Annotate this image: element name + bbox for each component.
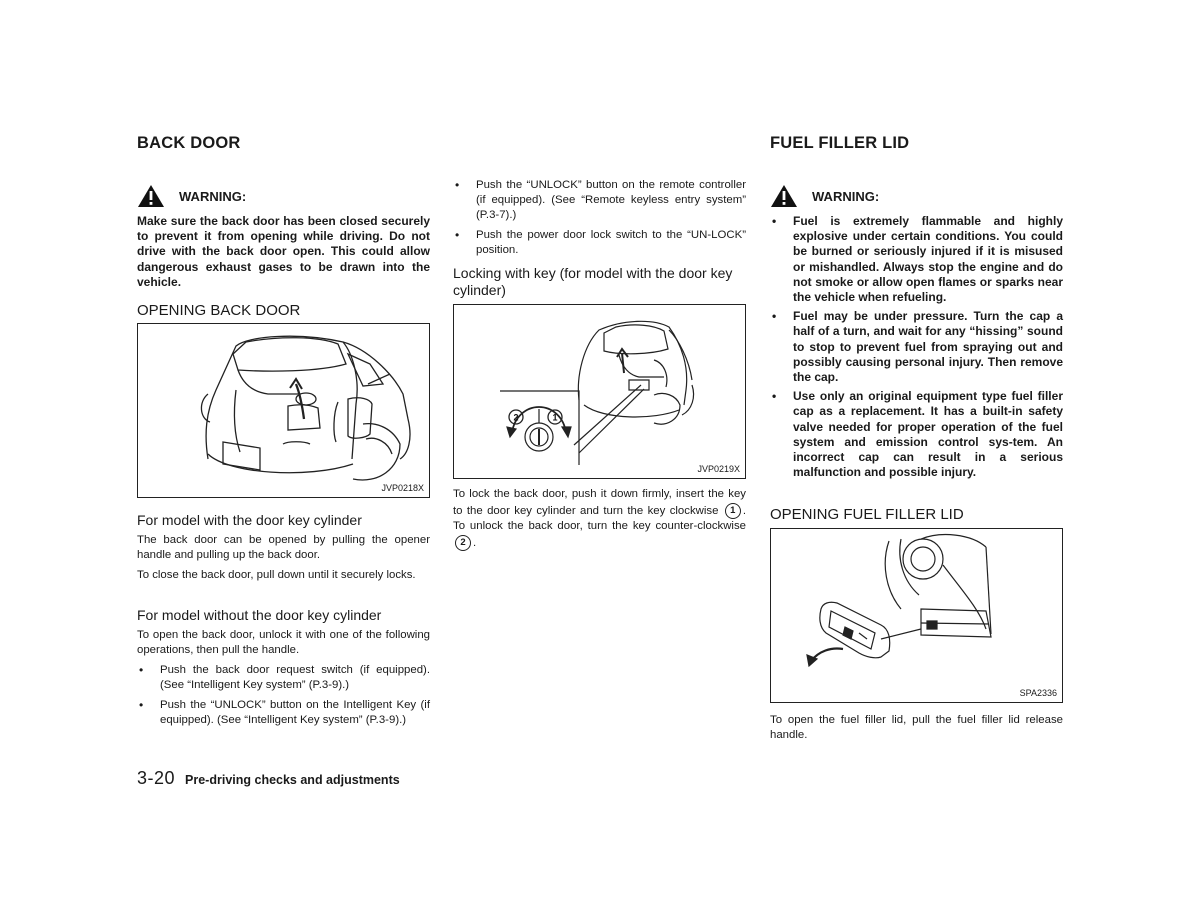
marker-2: 2 bbox=[455, 535, 471, 551]
section-title-fuel-filler-lid: FUEL FILLER LID bbox=[770, 134, 910, 152]
figure-key-cylinder bbox=[453, 304, 746, 479]
key-cylinder-illustration bbox=[454, 305, 745, 478]
svg-text:2: 2 bbox=[513, 412, 519, 423]
fuel-warning-list bbox=[770, 214, 1063, 480]
list-item: • Push the power door lock switch to the “UN-LOCK” position. bbox=[453, 228, 746, 258]
unlock-options-list-b bbox=[453, 178, 746, 263]
warning-box-back-door bbox=[137, 184, 430, 290]
page-footer bbox=[137, 768, 400, 789]
warning-box-fuel bbox=[770, 184, 1063, 484]
warning-triangle-icon bbox=[770, 184, 798, 208]
marker-1: 1 bbox=[725, 503, 741, 519]
without-cylinder-intro: To open the back door, unlock it with one of the following operations, then pull the handle. bbox=[137, 629, 430, 656]
warning-triangle-icon bbox=[137, 184, 165, 208]
list-item: • Use only an original equipment type fuel filler cap as a replacement. It has a built-in safety valve needed for proper operation of the fuel system and emission control sys-tem. An incorrect cap can result in a serious malfunction and possible injury. bbox=[770, 389, 1063, 480]
with-cylinder-heading: For model with the door key cylinder bbox=[137, 512, 362, 528]
lock-text-b: . To unlock the back door, turn the key counter-clockwise bbox=[453, 504, 746, 533]
svg-text:1: 1 bbox=[552, 412, 558, 423]
figure-code: JVP0218X bbox=[381, 483, 424, 493]
lock-text-a: To lock the back door, push it down firmly, insert the key to the door key cylinder and turn the key clockwise bbox=[453, 488, 746, 517]
unlock-options-list-a bbox=[137, 663, 430, 733]
figure-back-door-open bbox=[137, 323, 430, 498]
warning-text: Make sure the back door has been closed securely to prevent it from opening while driving. Do not drive with the back door open. This could allow dangerous exhaust gases to be drawn into the vehicle. bbox=[137, 214, 430, 289]
warning-heading bbox=[770, 184, 1063, 208]
opening-fuel-lid-heading: OPENING FUEL FILLER LID bbox=[770, 506, 964, 523]
list-item: • Push the back door request switch (if equipped). (See “Intelligent Key system” (P.3-9).) bbox=[137, 663, 430, 693]
fuel-release-illustration bbox=[771, 529, 1062, 702]
figure-fuel-lid-release bbox=[770, 528, 1063, 703]
figure-code: SPA2336 bbox=[1019, 688, 1057, 698]
with-cylinder-paragraph-1: The back door can be opened by pulling the opener handle and pulling up the back door. bbox=[137, 534, 430, 561]
chapter-title: Pre-driving checks and adjustments bbox=[185, 773, 400, 787]
list-item: • Fuel may be under pressure. Turn the cap a half of a turn, and wait for any “hissing” sound to stop to prevent fuel from spraying out and possibly causing personal injury. Then remove the cap. bbox=[770, 309, 1063, 385]
figure-code: JVP0219X bbox=[697, 464, 740, 474]
fuel-lid-instructions: To open the fuel filler lid, pull the fuel filler lid release handle. bbox=[770, 714, 1063, 741]
with-cylinder-paragraph-2: To close the back door, pull down until it securely locks. bbox=[137, 569, 416, 581]
section-title-back-door: BACK DOOR bbox=[137, 134, 241, 152]
car-rear-illustration bbox=[138, 324, 429, 497]
list-item: • Push the “UNLOCK” button on the remote controller (if equipped). (See “Remote keyless entry system” (P.3-7).) bbox=[453, 178, 746, 223]
without-cylinder-heading: For model without the door key cylinder bbox=[137, 607, 382, 623]
lock-text-c: . bbox=[473, 536, 477, 549]
warning-label: WARNING: bbox=[812, 188, 880, 204]
list-item: • Push the “UNLOCK” button on the Intelligent Key (if equipped). (See “Intelligent Key system” (P.3-9).) bbox=[137, 698, 430, 728]
warning-heading bbox=[137, 184, 430, 208]
list-item: • Fuel is extremely flammable and highly explosive under certain conditions. You could be burned or seriously injured if it is misused or mishandled. Always stop the engine and do not smoke or allow open flames or sparks near the vehicle when refueling. bbox=[770, 214, 1063, 305]
opening-back-door-heading: OPENING BACK DOOR bbox=[137, 302, 301, 319]
locking-instructions bbox=[453, 487, 746, 551]
page-number: 3-20 bbox=[137, 768, 176, 788]
locking-with-key-heading: Locking with key (for model with the door key cylinder) bbox=[453, 265, 733, 298]
warning-label: WARNING: bbox=[179, 188, 247, 204]
